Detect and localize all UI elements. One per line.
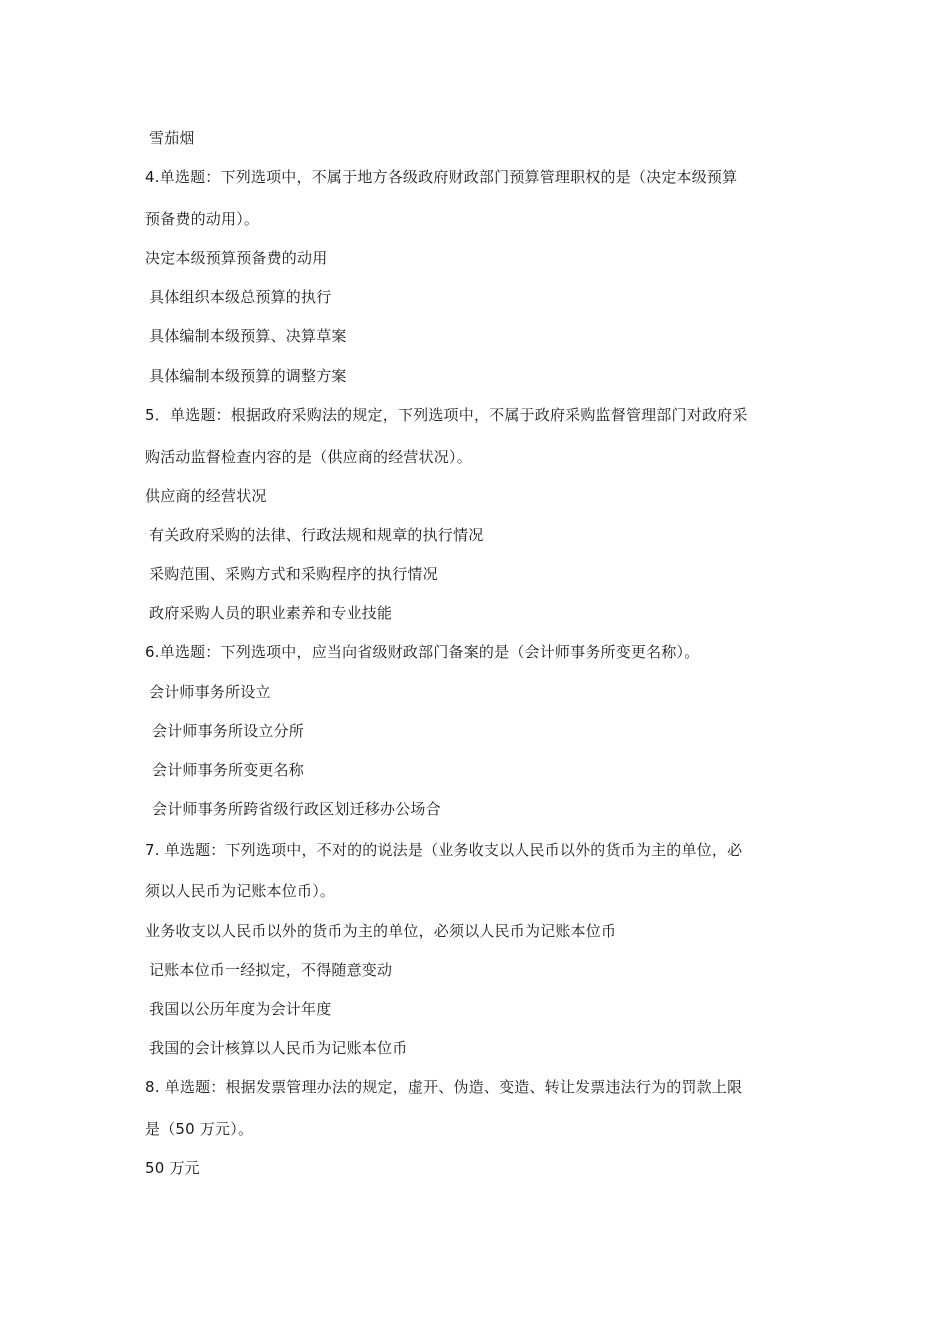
- option-line: 采购范围、采购方式和采购程序的执行情况: [149, 565, 438, 583]
- answer-line: 50 万元: [145, 1159, 200, 1177]
- option-line: 会计师事务所跨省级行政区划迁移办公场合: [152, 800, 441, 818]
- question-8-line-2: 是（50 万元）。: [145, 1120, 254, 1138]
- question-5-line-2: 购活动监督检查内容的是（供应商的经营状况）。: [145, 448, 472, 466]
- question-4-line-1: 4.单选题：下列选项中，不属于地方各级政府财政部门预算管理职权的是（决定本级预算: [145, 168, 738, 186]
- option-line: 会计师事务所变更名称: [152, 761, 305, 779]
- option-line: 有关政府采购的法律、行政法规和规章的执行情况: [149, 526, 484, 544]
- option-line: 记账本位币一经拟定，不得随意变动: [149, 961, 393, 979]
- option-line: 具体组织本级总预算的执行: [149, 288, 332, 306]
- question-7-line-1: 7. 单选题：下列选项中，不对的的说法是（业务收支以人民币以外的货币为主的单位，必: [145, 841, 743, 859]
- option-line: 我国以公历年度为会计年度: [149, 1000, 332, 1018]
- question-7-line-2: 须以人民币为记账本位币）。: [145, 882, 336, 900]
- question-8-line-1: 8. 单选题：根据发票管理办法的规定，虚开、伪造、变造、转让发票违法行为的罚款上限: [145, 1078, 743, 1096]
- option-line: 政府采购人员的职业素养和专业技能: [149, 604, 393, 622]
- answer-line: 决定本级预算预备费的动用: [145, 249, 328, 267]
- question-6-line-1: 6.单选题：下列选项中，应当向省级财政部门备案的是（会计师事务所变更名称）。: [145, 643, 700, 661]
- option-line: 具体编制本级预算的调整方案: [149, 367, 347, 385]
- option-line: 会计师事务所设立分所: [152, 722, 305, 740]
- answer-line: 业务收支以人民币以外的货币为主的单位，必须以人民币为记账本位币: [145, 922, 617, 940]
- option-line: 雪茄烟: [149, 129, 195, 147]
- option-line: 具体编制本级预算、决算草案: [149, 327, 347, 345]
- option-line: 我国的会计核算以人民币为记账本位币: [149, 1039, 408, 1057]
- question-5-line-1: 5．单选题：根据政府采购法的规定，下列选项中，不属于政府采购监督管理部门对政府采: [145, 406, 748, 424]
- answer-line: 供应商的经营状况: [145, 487, 267, 505]
- option-line: 会计师事务所设立: [149, 683, 271, 701]
- question-4-line-2: 预备费的动用）。: [145, 210, 260, 228]
